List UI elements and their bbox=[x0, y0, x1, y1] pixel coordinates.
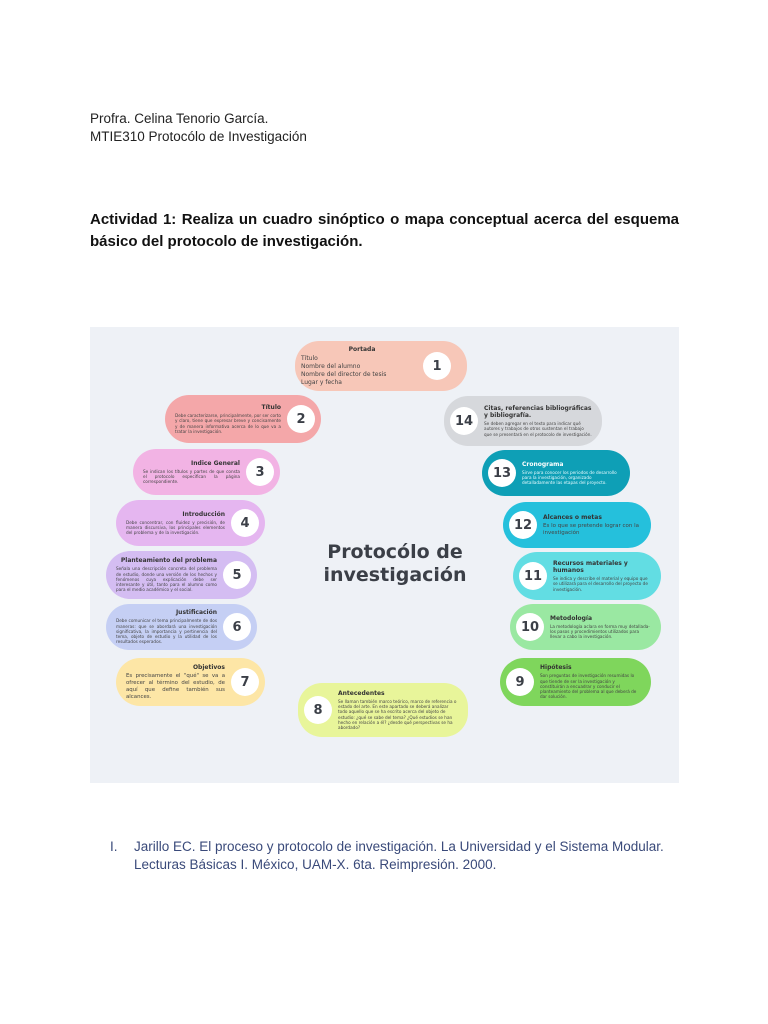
concept-map-title bbox=[295, 541, 495, 587]
node-title: Recursos materiales y humanos bbox=[553, 560, 628, 575]
concept-node-6 bbox=[106, 604, 257, 650]
node-description: Es lo que se pretende lograr con la investigación bbox=[543, 522, 640, 536]
node-description: Señala una descripción concreta del problema de estudio, donde una versión de los hechos y fenómenos cuya explicación debe ser interesante y útil, tanto para el alumno como para el medio académico y el social. bbox=[116, 566, 217, 593]
course-name: MTIE310 Protocólo de Investigación bbox=[90, 129, 307, 144]
concept-node-2 bbox=[165, 395, 321, 443]
node-description: Título Nombre del alumno Nombre del director de tesis Lugar y fecha bbox=[301, 354, 387, 386]
node-title: Justificación bbox=[175, 609, 217, 617]
node-description: Se indica y describe el material y equipo que se utilizará para el desarrollo del proyecto de investigación. bbox=[553, 576, 648, 592]
concept-node-4 bbox=[116, 500, 265, 546]
node-number: 6 bbox=[223, 613, 251, 641]
node-number: 1 bbox=[423, 352, 451, 380]
node-text bbox=[550, 615, 651, 640]
concept-node-13 bbox=[482, 450, 630, 496]
node-description: Es precisamente el "qué" se va a ofrecer al término del estudio, de aquí que define también sus alcances. bbox=[126, 672, 225, 700]
reference-list bbox=[110, 838, 690, 874]
node-description: Son preguntas de investigación resumidas lo que tiende de ser la investigación y constituirán a encuadrar y conducir el planteamiento del problema al que deberá de dar solución. bbox=[540, 673, 637, 700]
node-text bbox=[143, 460, 240, 485]
node-title: Introducción bbox=[182, 510, 225, 518]
node-title: Hipótesis bbox=[540, 664, 572, 672]
teacher-name: Profra. Celina Tenorio García. bbox=[90, 111, 269, 126]
node-description: Se deben agregar en el texto para indicar qué autores y trabajos de otros sustentan el trabajo que se presentará en el protocolo de investigación. bbox=[484, 421, 592, 437]
node-description: Sirve para conocer los periodos de desarrollo para la investigación, organizado detalladamente las etapas del proyecto. bbox=[522, 469, 617, 486]
concept-node-10 bbox=[510, 604, 661, 650]
node-description: La metodología aclara en forma muy detallada- los pasos y procedimientos utilizados para llevar a cabo la investigación. bbox=[550, 623, 650, 640]
node-text bbox=[301, 346, 423, 387]
node-description: Debe comunicar el tema principalmente de dos maneras: que se abordará una investigación significativa, la importancia y pertinencia del tema, objeto de estudio y la utilidad de los resultados esperados. bbox=[116, 618, 217, 645]
node-text bbox=[116, 609, 217, 644]
node-title: Metodología bbox=[550, 614, 593, 622]
document-header bbox=[90, 110, 307, 146]
node-text bbox=[126, 664, 225, 701]
node-title: Planteamiento del problema bbox=[120, 557, 217, 565]
node-number: 14 bbox=[450, 407, 478, 435]
node-title: Indice General bbox=[191, 459, 240, 467]
node-title: Objetivos bbox=[192, 663, 225, 671]
concept-node-5 bbox=[106, 551, 257, 599]
node-description: Debe concentrar, con fluidez y precisión, de manera discursiva, los principales elementos del problema y de la investigación. bbox=[126, 519, 225, 536]
node-number: 4 bbox=[231, 509, 259, 537]
node-title: Antecedentes bbox=[338, 689, 385, 697]
concept-node-9 bbox=[500, 658, 651, 706]
node-text bbox=[484, 405, 592, 437]
concept-node-12 bbox=[503, 502, 651, 548]
reference-marker: I. bbox=[110, 839, 118, 854]
node-text bbox=[116, 557, 217, 592]
node-text bbox=[175, 404, 281, 434]
node-description: Debe caracterizarse, principalmente, por ser corto y claro, tiene que expresar breve y concisamente y de manera informativa acerca de lo que va a tratar la investigación. bbox=[175, 413, 281, 434]
node-title: Citas, referencias bibliográficas y bibliografía. bbox=[484, 405, 592, 420]
node-number: 3 bbox=[246, 458, 274, 486]
node-number: 5 bbox=[223, 561, 251, 589]
node-number: 12 bbox=[509, 511, 537, 539]
node-number: 10 bbox=[516, 613, 544, 641]
concept-node-11 bbox=[513, 552, 661, 600]
node-title: Alcances o metas bbox=[543, 513, 602, 521]
node-text bbox=[126, 511, 225, 536]
concept-node-7 bbox=[116, 658, 265, 706]
node-number: 7 bbox=[231, 668, 259, 696]
node-title: Título bbox=[261, 404, 281, 412]
node-text bbox=[338, 690, 458, 730]
node-text bbox=[540, 664, 641, 699]
title-line-1: Protocólo de bbox=[327, 541, 463, 563]
node-title: Cronograma bbox=[522, 460, 564, 468]
node-number: 9 bbox=[506, 668, 534, 696]
title-line-2: investigación bbox=[323, 564, 467, 586]
node-number: 11 bbox=[519, 562, 547, 590]
node-text bbox=[543, 514, 641, 537]
concept-map-figure bbox=[90, 327, 679, 783]
node-number: 2 bbox=[287, 405, 315, 433]
concept-node-3 bbox=[133, 449, 280, 495]
node-title: Portada bbox=[348, 345, 376, 353]
activity-heading: Actividad 1: Realiza un cuadro sinóptico o mapa conceptual acerca del esquema básico del protocolo de investigación. bbox=[90, 211, 679, 250]
concept-node-8 bbox=[298, 683, 468, 737]
reference-text: Jarillo EC. El proceso y protocolo de investigación. La Universidad y el Sistema Modular. Lecturas Básicas I. México, UAM-X. 6ta. Reimpresión. 2000. bbox=[134, 839, 664, 872]
node-text bbox=[553, 560, 651, 592]
node-description: Se indican los títulos y partes de que consta el protocolo especifican la página correspondiente. bbox=[143, 468, 240, 485]
concept-node-1 bbox=[295, 341, 467, 391]
node-number: 8 bbox=[304, 696, 332, 724]
node-description: Se llaman también marco teórico, marco de referencia o estado del arte. En este apartado se deberá analizar todo aquello que se ha escrito acerca del objeto de estudio: ¿qué se sabe del tema? ¿Qué estudios se han hecho en relación a él? ¿desde qué perspectivas se ha abordado? bbox=[338, 698, 457, 730]
node-text bbox=[522, 461, 620, 486]
concept-node-14 bbox=[444, 396, 602, 446]
node-number: 13 bbox=[488, 459, 516, 487]
